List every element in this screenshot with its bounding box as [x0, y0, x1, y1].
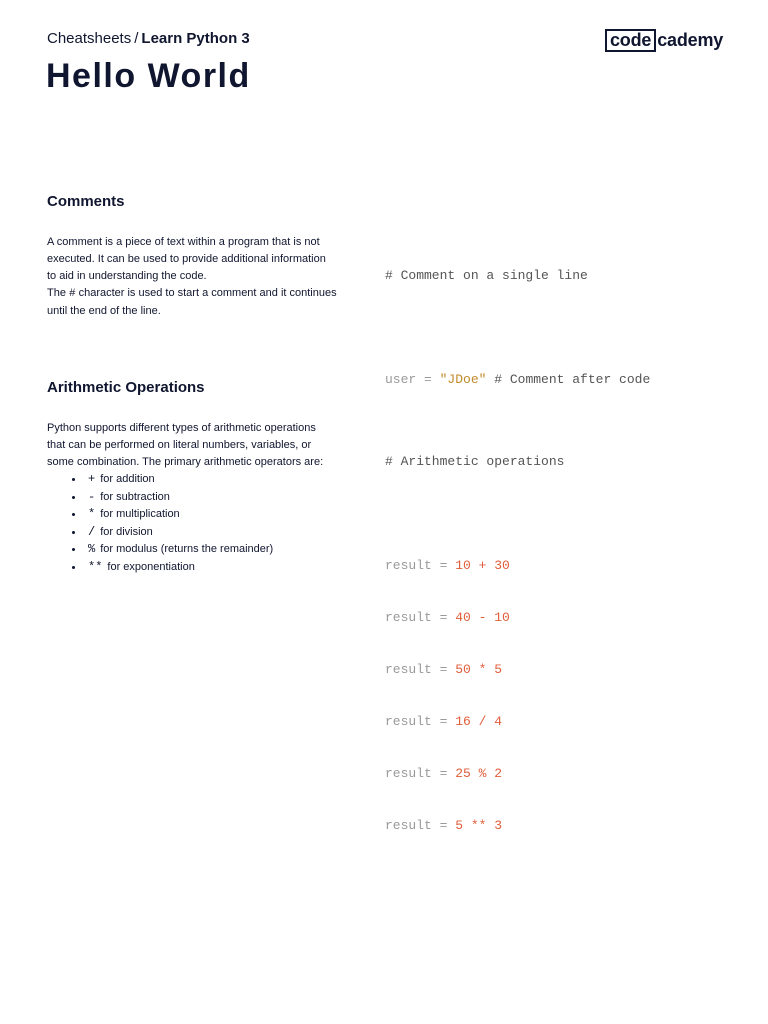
breadcrumb-current[interactable]: Learn Python 3: [141, 30, 250, 47]
list-item: + for addition: [72, 471, 337, 489]
comments-desc-paragraph-2: The # character is used to start a comment and it continues until the end of the line.: [47, 287, 337, 317]
code-line: result = 16 / 4: [385, 714, 503, 729]
comments-desc-paragraph-1: A comment is a piece of text within a program that is not executed. It can be used to provide additional information to aid in understanding the code.: [47, 236, 326, 282]
logo-box-text: code: [605, 29, 656, 52]
breadcrumb-separator: /: [134, 30, 139, 47]
arithmetic-description: [47, 420, 337, 576]
page-title: Hello World: [46, 57, 251, 95]
code-line: result = 25 % 2: [385, 766, 503, 781]
code-line: # Arithmetic operations: [385, 454, 565, 469]
code-line: user = "JDoe" # Comment after code: [385, 372, 651, 387]
list-item: / for division: [72, 524, 337, 542]
operator-list: [47, 471, 337, 576]
comments-title: Comments: [47, 193, 125, 210]
code-line: result = 50 * 5: [385, 662, 503, 677]
hash-inline-code: #: [68, 288, 76, 300]
breadcrumb-root-link[interactable]: Cheatsheets: [47, 30, 132, 47]
logo-rest-text: cademy: [657, 30, 724, 50]
arithmetic-title: Arithmetic Operations: [47, 379, 205, 396]
code-line: # Comment on a single line: [385, 268, 588, 283]
comments-description: [47, 234, 337, 320]
list-item: % for modulus (returns the remainder): [72, 541, 337, 559]
list-item: * for multiplication: [72, 506, 337, 524]
code-line: result = 40 - 10: [385, 610, 510, 625]
code-line: [385, 503, 564, 525]
list-item: - for subtraction: [72, 489, 337, 507]
codecademy-logo[interactable]: [605, 29, 723, 52]
arithmetic-desc-paragraph: Python supports different types of arithmetic operations that can be performed on literal numbers, variables, or some combination. The primary arithmetic operators are:: [47, 422, 324, 468]
code-line: result = 10 + 30: [385, 558, 510, 573]
breadcrumb: [47, 29, 250, 49]
comments-code-block: [385, 235, 650, 406]
code-line: result = 5 ** 3: [385, 818, 503, 833]
code-line: [385, 317, 650, 339]
arithmetic-code-block: [385, 421, 564, 852]
list-item: ** for exponentiation: [72, 559, 337, 577]
